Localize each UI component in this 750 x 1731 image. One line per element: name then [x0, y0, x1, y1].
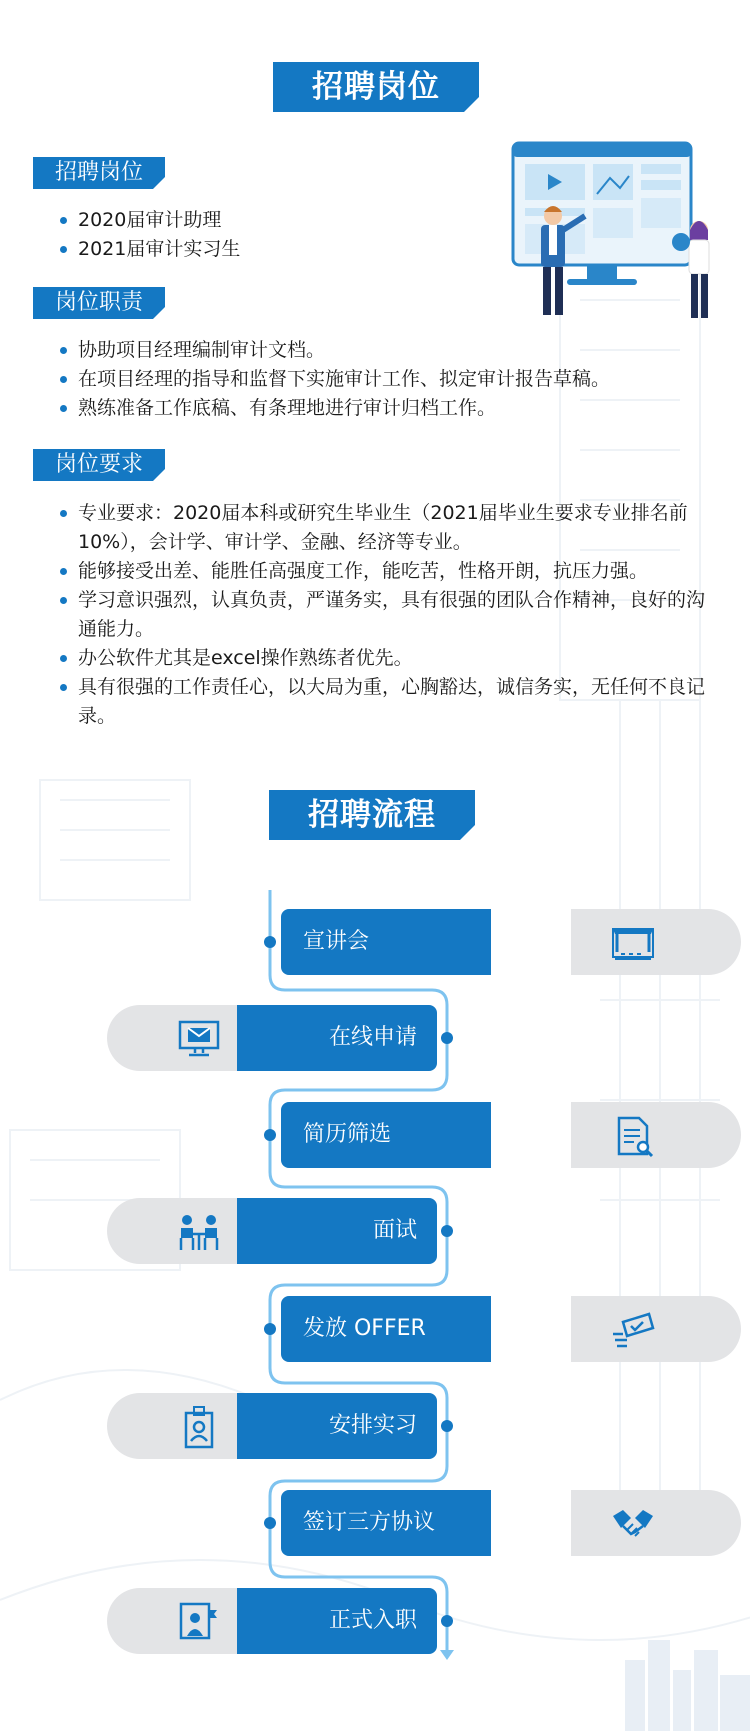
list-item: 协助项目经理编制审计文档。 [78, 336, 610, 365]
list-item: 2021届审计实习生 [78, 235, 240, 264]
section-title-text: 招聘流程 [308, 797, 436, 833]
step-dot [264, 936, 276, 948]
step-dot [264, 1323, 276, 1335]
monitor-mail-icon [177, 1017, 221, 1061]
list-item: 熟练准备工作底稿、有条理地进行审计归档工作。 [78, 394, 610, 423]
presenter-icon [177, 1600, 221, 1644]
list-item: 2020届审计助理 [78, 206, 240, 235]
stage-icon [611, 921, 655, 965]
list-item: 办公软件尤其是excel操作熟练者优先。 [78, 644, 718, 673]
badge-icon [177, 1405, 221, 1449]
process-step-onboarding [107, 1588, 567, 1654]
list-item: 具有很强的工作责任心，以大局为重，心胸豁达，诚信务实，无任何不良记录。 [78, 673, 718, 731]
process-step-briefing [281, 909, 741, 975]
step-label: 签订三方协议 [281, 1490, 491, 1556]
subsection-title-text: 岗位要求 [55, 452, 144, 477]
handshake-icon [611, 1502, 655, 1546]
step-label: 在线申请 [237, 1005, 437, 1071]
step-label: 简历筛选 [281, 1102, 491, 1168]
process-step-agreement [281, 1490, 741, 1556]
subsection-title-text: 招聘岗位 [55, 160, 144, 185]
step-dot [264, 1517, 276, 1529]
step-label: 正式入职 [237, 1588, 437, 1654]
section-title-text: 招聘岗位 [312, 69, 440, 105]
list-item: 学习意识强烈，认真负责，严谨务实，具有很强的团队合作精神，良好的沟通能力。 [78, 586, 718, 644]
step-dot [441, 1225, 453, 1237]
step-label: 发放 OFFER [281, 1296, 491, 1362]
subsection-title-text: 岗位职责 [55, 290, 144, 315]
process-step-internship [107, 1393, 567, 1459]
step-label: 宣讲会 [281, 909, 491, 975]
interview-icon [177, 1210, 221, 1254]
process-step-interview [107, 1198, 567, 1264]
step-dot [441, 1615, 453, 1627]
step-label: 面试 [237, 1198, 437, 1264]
process-step-online-apply [107, 1005, 567, 1071]
document-search-icon [611, 1114, 655, 1158]
step-dot [441, 1032, 453, 1044]
step-dot [264, 1129, 276, 1141]
list-item: 专业要求：2020届本科或研究生毕业生（2021届毕业生要求专业排名前10%），会计学、审计学、金融、经济等专业。 [78, 499, 718, 557]
list-item: 能够接受出差、能胜任高强度工作，能吃苦，性格开朗，抗压力强。 [78, 557, 718, 586]
step-dot [441, 1420, 453, 1432]
ticket-icon [611, 1308, 655, 1352]
process-step-resume-screening [281, 1102, 741, 1168]
step-label: 安排实习 [237, 1393, 437, 1459]
list-item: 在项目经理的指导和监督下实施审计工作、拟定审计报告草稿。 [78, 365, 610, 394]
process-step-offer [281, 1296, 741, 1362]
